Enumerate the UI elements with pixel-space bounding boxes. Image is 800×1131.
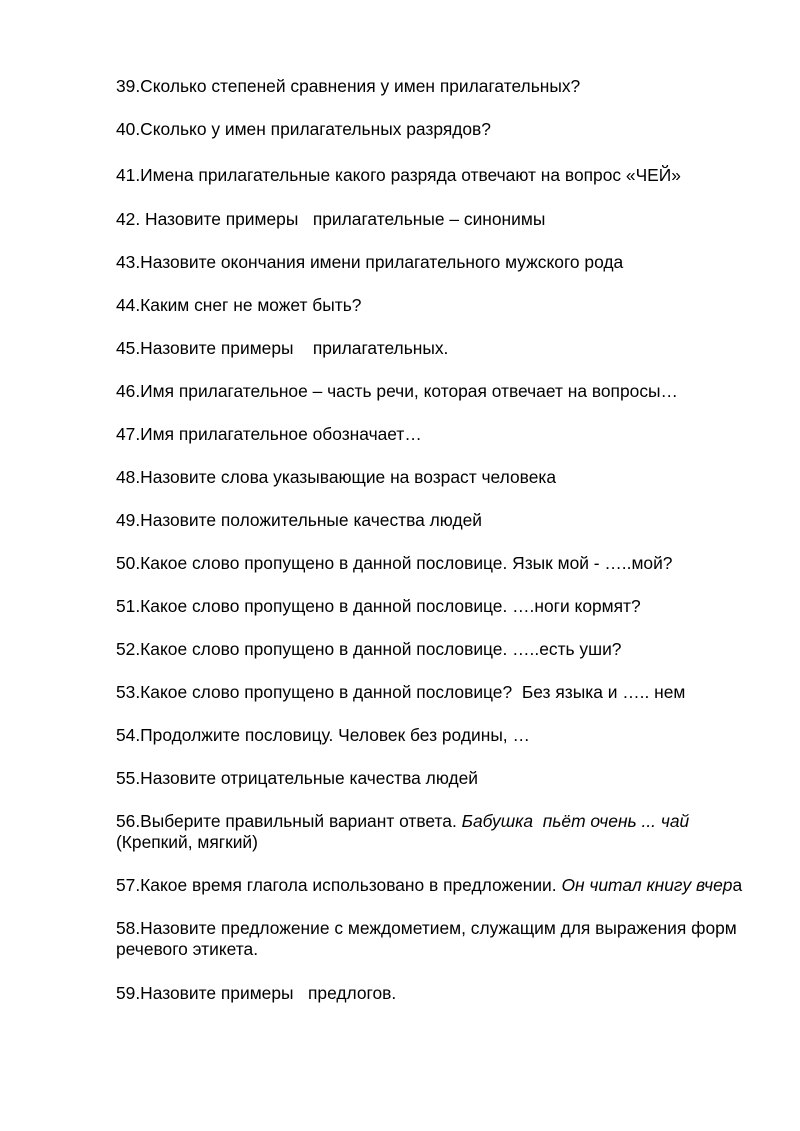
question-50: 50.Какое слово пропущено в данной пословице. Язык мой - …..мой? [116,553,673,573]
question-59: 59.Назовите примеры предлогов. [116,983,397,1003]
question-56-example: Бабушка пьёт очень ... чай [461,811,690,831]
question-39: 39.Сколько степеней сравнения у имен прилагательных? [116,76,581,96]
question-56 [116,811,756,853]
question-57-tail: а [732,875,743,895]
question-40: 40.Сколько у имен прилагательных разрядов? [116,119,491,139]
question-51: 51.Какое слово пропущено в данной пословице. ….ноги кормят? [116,596,641,616]
question-45: 45.Назовите примеры прилагательных. [116,338,449,358]
question-56-text: 56.Выберите правильный вариант ответа. [116,811,462,831]
question-49: 49.Назовите положительные качества людей [116,510,483,530]
question-46: 46.Имя прилагательное – часть речи, которая отвечает на вопросы… [116,381,678,401]
question-43: 43.Назовите окончания имени прилагательного мужского рода [116,252,624,272]
question-48: 48.Назовите слова указывающие на возраст человека [116,467,557,487]
question-54: 54.Продолжите пословицу. Человек без родины, … [116,725,530,745]
question-list [116,76,756,1004]
question-56-options: (Крепкий, мягкий) [116,811,695,852]
question-57 [116,875,756,896]
question-57-text: 57.Какое время глагола использовано в предложении. [116,875,562,895]
question-42: 42. Назовите примеры прилагательные – синонимы [116,209,546,229]
question-53: 53.Какое слово пропущено в данной пословице? Без языка и ….. нем [116,682,686,702]
question-57-example: Он читал книгу вчер [561,875,733,895]
question-52: 52.Какое слово пропущено в данной пословице. …..есть уши? [116,639,622,659]
question-47: 47.Имя прилагательное обозначает… [116,424,422,444]
question-58: 58.Назовите предложение с междометием, служащим для выражения форм речевого этикета. [116,918,742,959]
question-44: 44.Каким снег не может быть? [116,295,362,315]
question-55: 55.Назовите отрицательные качества людей [116,768,479,788]
question-41: 41.Имена прилагательные какого разряда отвечают на вопрос «ЧЕЙ» [116,165,681,185]
